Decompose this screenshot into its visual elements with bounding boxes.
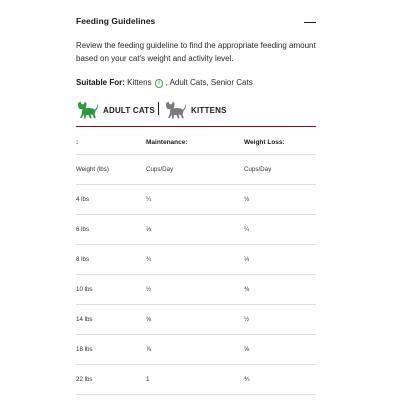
- table-cell: ⅓: [244, 245, 316, 275]
- table-cell: ¼: [146, 185, 244, 215]
- table-row: [76, 365, 316, 395]
- table-cell: 22 lbs: [76, 365, 146, 395]
- tab-divider: [158, 102, 159, 115]
- table-cell: ¼: [244, 215, 316, 245]
- table-cell: ½: [244, 305, 316, 335]
- table-cell: Cups/Day: [146, 155, 244, 185]
- tab-kittens-label: KITTENS: [191, 105, 227, 115]
- suitable-kittens: Kittens: [127, 78, 152, 87]
- table-row: [76, 215, 316, 245]
- table-row: [76, 305, 316, 335]
- table-row: [76, 335, 316, 365]
- table-cell: 14 lbs: [76, 305, 146, 335]
- table-cell: ½: [146, 275, 244, 305]
- table-cell: ⅞: [146, 335, 244, 365]
- table-header-row: [76, 130, 316, 155]
- table-cell: Cups/Day: [244, 155, 316, 185]
- section-description: Review the feeding guideline to find the appropriate feeding amount based on your cat's weight and activity level.: [76, 41, 316, 63]
- table-cell: ⅝: [146, 305, 244, 335]
- table-cell: ⅘: [244, 365, 316, 395]
- suitable-for-line: [76, 78, 336, 88]
- table-cell: ⅛: [244, 185, 316, 215]
- column-header: Weight Loss:: [244, 130, 316, 155]
- tab-adult-cats-label: ADULT CATS: [103, 105, 155, 115]
- feeding-table: [76, 130, 316, 395]
- table-cell: ¾: [146, 245, 244, 275]
- tab-kittens[interactable]: [164, 100, 227, 120]
- table-cell: 1: [146, 365, 244, 395]
- table-cell: 10 lbs: [76, 275, 146, 305]
- table-units-row: [76, 155, 316, 185]
- table-cell: 18 lbs: [76, 335, 146, 365]
- table-cell: 8 lbs: [76, 245, 146, 275]
- table-cell: 6 lbs: [76, 215, 146, 245]
- info-circle-icon[interactable]: i: [155, 79, 164, 88]
- table-row: [76, 245, 316, 275]
- collapse-icon[interactable]: [304, 22, 316, 23]
- table-cell: 4 lbs: [76, 185, 146, 215]
- column-header: Maintenance:: [146, 130, 244, 155]
- table-cell: ⅝: [244, 335, 316, 365]
- life-stage-tabs: [76, 96, 316, 127]
- table-row: [76, 185, 316, 215]
- table-row: [76, 275, 316, 305]
- table-cell: ⅜: [244, 275, 316, 305]
- section-header[interactable]: [76, 16, 316, 30]
- column-header: :: [76, 130, 146, 155]
- table-cell: ⅓: [146, 215, 244, 245]
- table-cell: Weight (lbs): [76, 155, 146, 185]
- tab-adult-cats[interactable]: [76, 100, 155, 120]
- walking-cat-icon: [76, 101, 98, 119]
- suitable-for-label: Suitable For:: [76, 78, 125, 87]
- suitable-rest: , Adult Cats, Senior Cats: [165, 78, 253, 87]
- walking-cat-icon: [164, 101, 186, 119]
- section-title: Feeding Guidelines: [76, 16, 156, 26]
